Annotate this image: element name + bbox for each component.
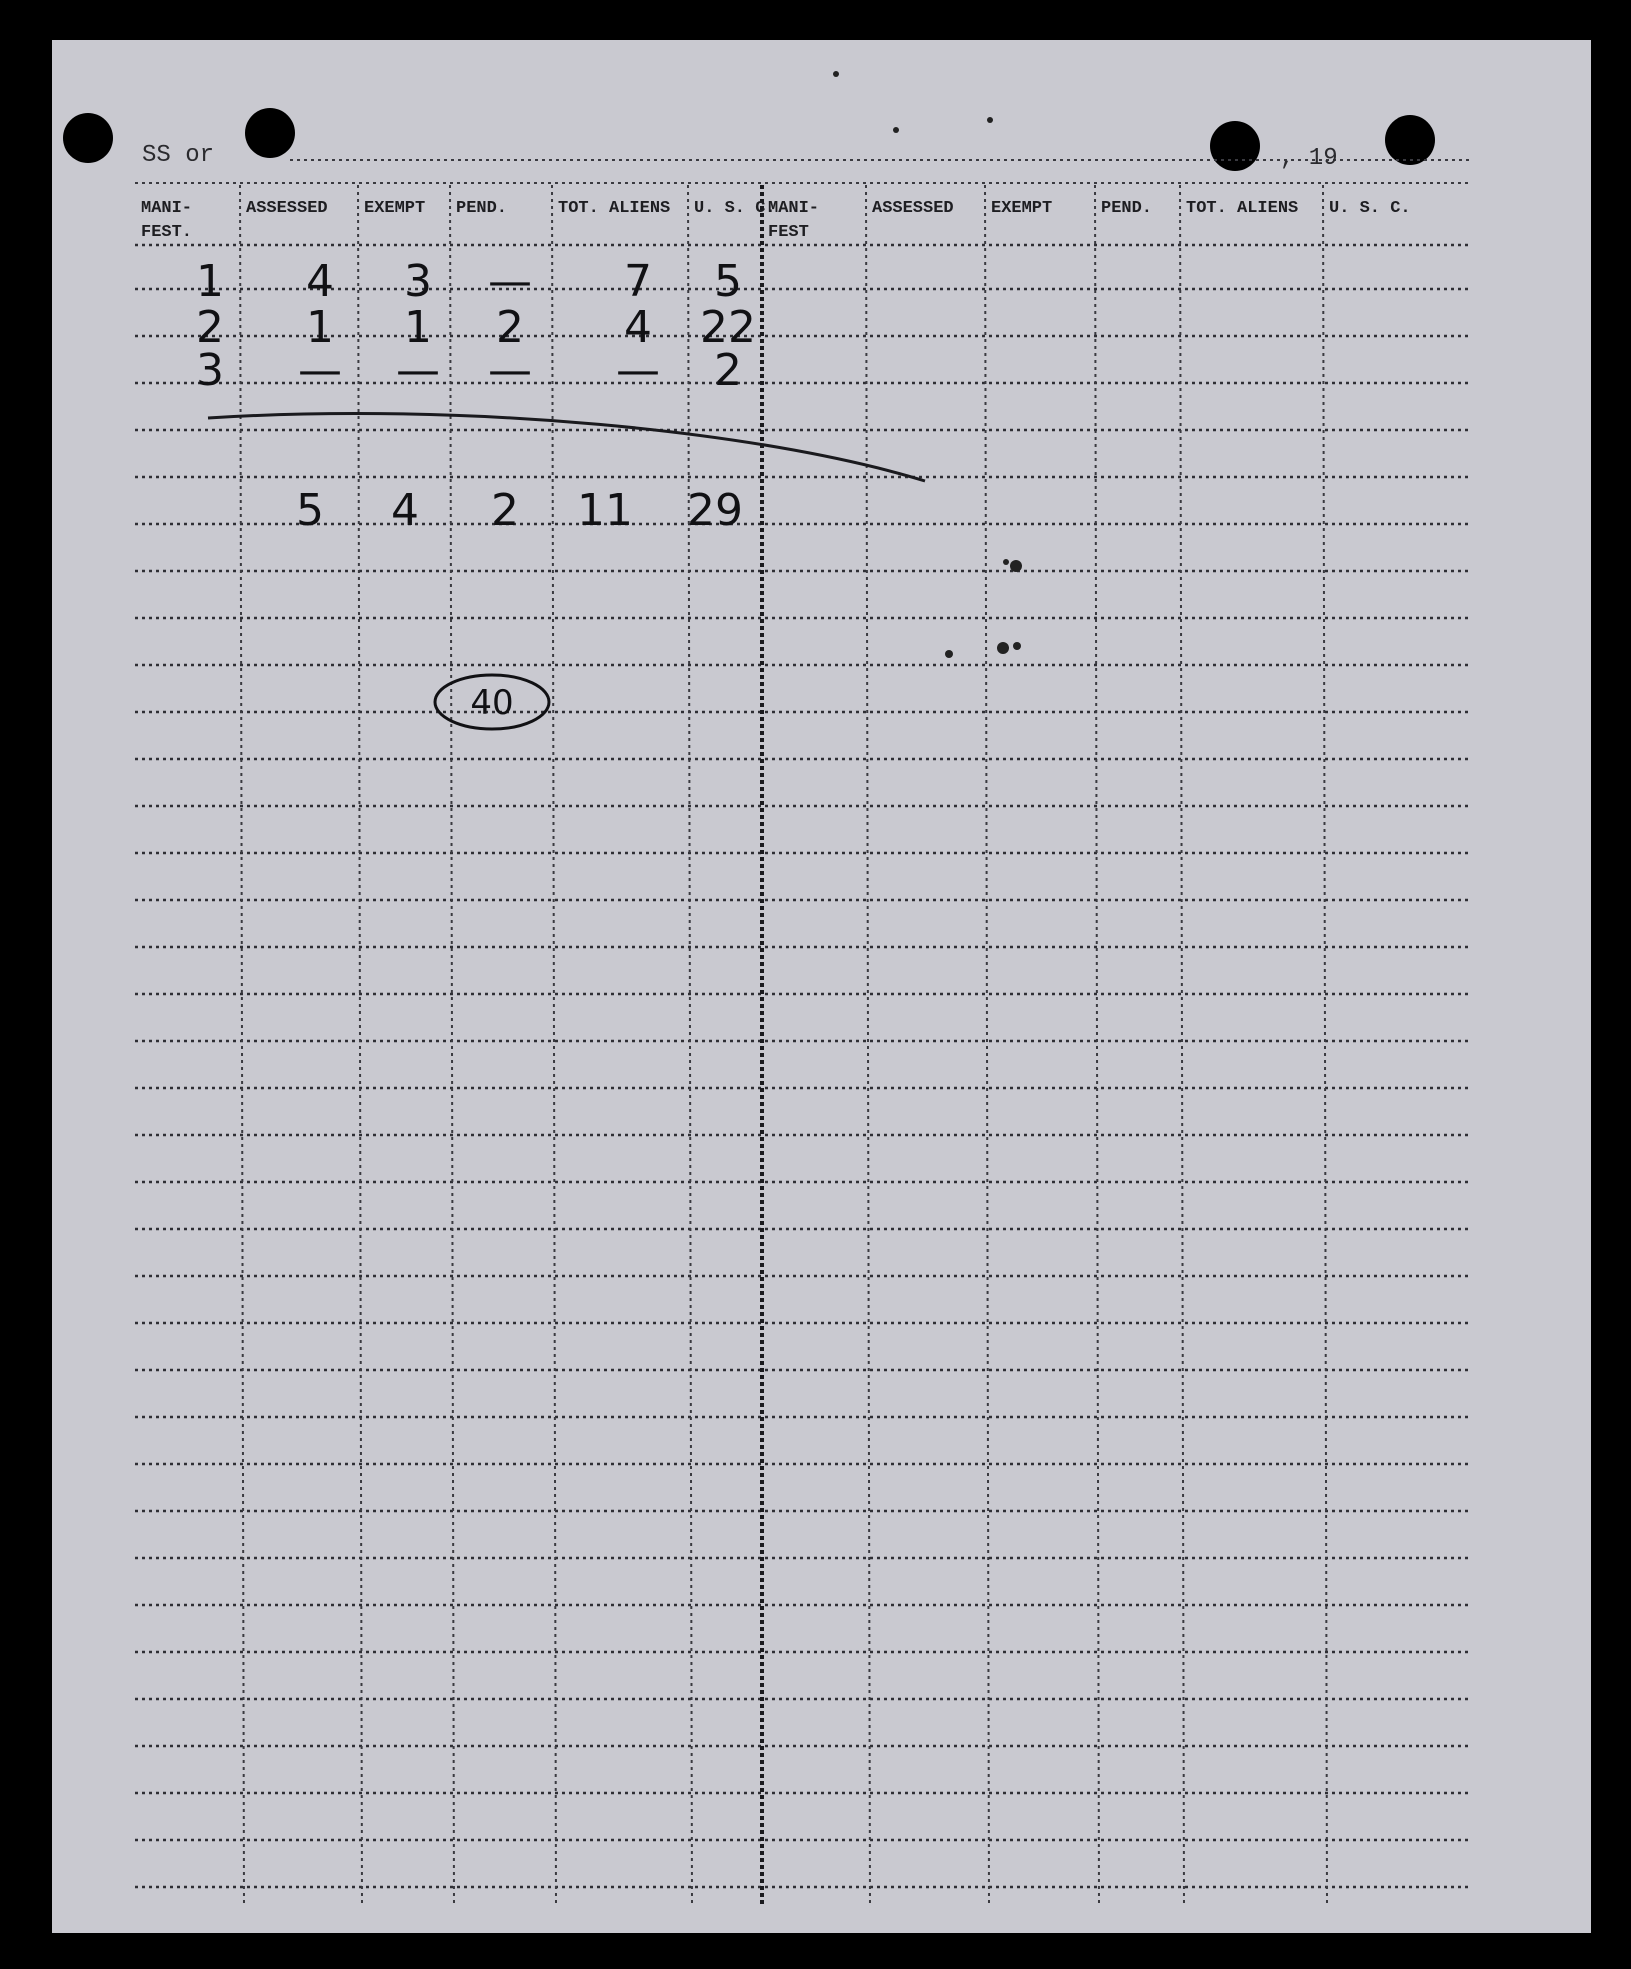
pen-stroke xyxy=(208,414,925,481)
total-pend: 2 xyxy=(491,485,519,536)
column-header-manifest2: MANI- xyxy=(768,199,820,218)
column-rule xyxy=(358,185,362,1905)
entry-usc: 5 xyxy=(714,256,742,307)
entry-exempt: — xyxy=(396,345,440,396)
entry-tot_aliens: — xyxy=(616,345,660,396)
entry-usc: 22 xyxy=(700,302,756,353)
punch-hole xyxy=(245,108,295,158)
column-rule xyxy=(688,185,692,1905)
column-header-manifest-line2: FEST. xyxy=(141,223,193,242)
ink-speck xyxy=(1003,559,1009,565)
column-header-exempt2: EXEMPT xyxy=(991,199,1053,218)
entry-pend: — xyxy=(488,256,532,307)
entry-manifest: 3 xyxy=(196,345,224,396)
column-header-exempt: EXEMPT xyxy=(364,199,426,218)
date-label: , 19 xyxy=(1280,145,1338,172)
column-header-usc2: U. S. C. xyxy=(1329,199,1411,218)
column-header-assessed2: ASSESSED xyxy=(872,199,954,218)
row-rules xyxy=(135,160,1470,1887)
column-rule xyxy=(1095,185,1099,1905)
punch-hole xyxy=(63,113,113,163)
ink-speck xyxy=(1013,642,1021,650)
column-header-tot_aliens: TOT. ALIENS xyxy=(558,199,671,218)
punch-holes xyxy=(63,108,1435,171)
column-header-manifest2-line2: FEST xyxy=(768,223,809,242)
entry-exempt: 3 xyxy=(404,256,432,307)
entry-exempt: 1 xyxy=(404,302,432,353)
total-assessed: 5 xyxy=(296,485,324,536)
circled-total: 40 xyxy=(470,683,514,723)
entry-assessed: 4 xyxy=(306,256,334,307)
column-header-tot_aliens2: TOT. ALIENS xyxy=(1186,199,1299,218)
ink-speck xyxy=(1010,560,1022,572)
column-header-usc: U. S. C. xyxy=(694,199,776,218)
column-header-assessed: ASSESSED xyxy=(246,199,328,218)
column-header-pend2: PEND. xyxy=(1101,199,1153,218)
entry-assessed: 1 xyxy=(306,302,334,353)
column-header-manifest: MANI- xyxy=(141,199,193,218)
entry-tot_aliens: 7 xyxy=(624,256,652,307)
column-rule xyxy=(866,185,870,1905)
column-rules xyxy=(240,185,1327,1905)
entry-assessed: — xyxy=(298,345,342,396)
column-rule xyxy=(1323,185,1327,1905)
ink-speck xyxy=(893,127,899,133)
entry-tot_aliens: 4 xyxy=(624,302,652,353)
entry-manifest: 2 xyxy=(196,302,224,353)
total-tot_aliens: 11 xyxy=(577,485,633,536)
entry-usc: 2 xyxy=(714,345,742,396)
ink-speck xyxy=(997,642,1009,654)
handwritten-entries xyxy=(196,256,756,536)
entry-manifest: 1 xyxy=(196,256,224,307)
ink-speck xyxy=(833,71,839,77)
entry-pend: — xyxy=(488,345,532,396)
column-rule xyxy=(240,185,244,1905)
column-rule xyxy=(450,185,454,1905)
column-rule xyxy=(985,185,989,1905)
punch-hole xyxy=(1385,115,1435,165)
vessel-label: SS or xyxy=(142,142,215,169)
ink-speck xyxy=(945,650,953,658)
entry-pend: 2 xyxy=(496,302,524,353)
column-rule xyxy=(552,185,556,1905)
column-header-pend: PEND. xyxy=(456,199,508,218)
total-usc: 29 xyxy=(687,485,743,536)
total-exempt: 4 xyxy=(391,485,419,536)
punch-hole xyxy=(1210,121,1260,171)
column-rule xyxy=(1180,185,1184,1905)
ink-speck xyxy=(987,117,993,123)
column-headers xyxy=(141,199,1411,242)
